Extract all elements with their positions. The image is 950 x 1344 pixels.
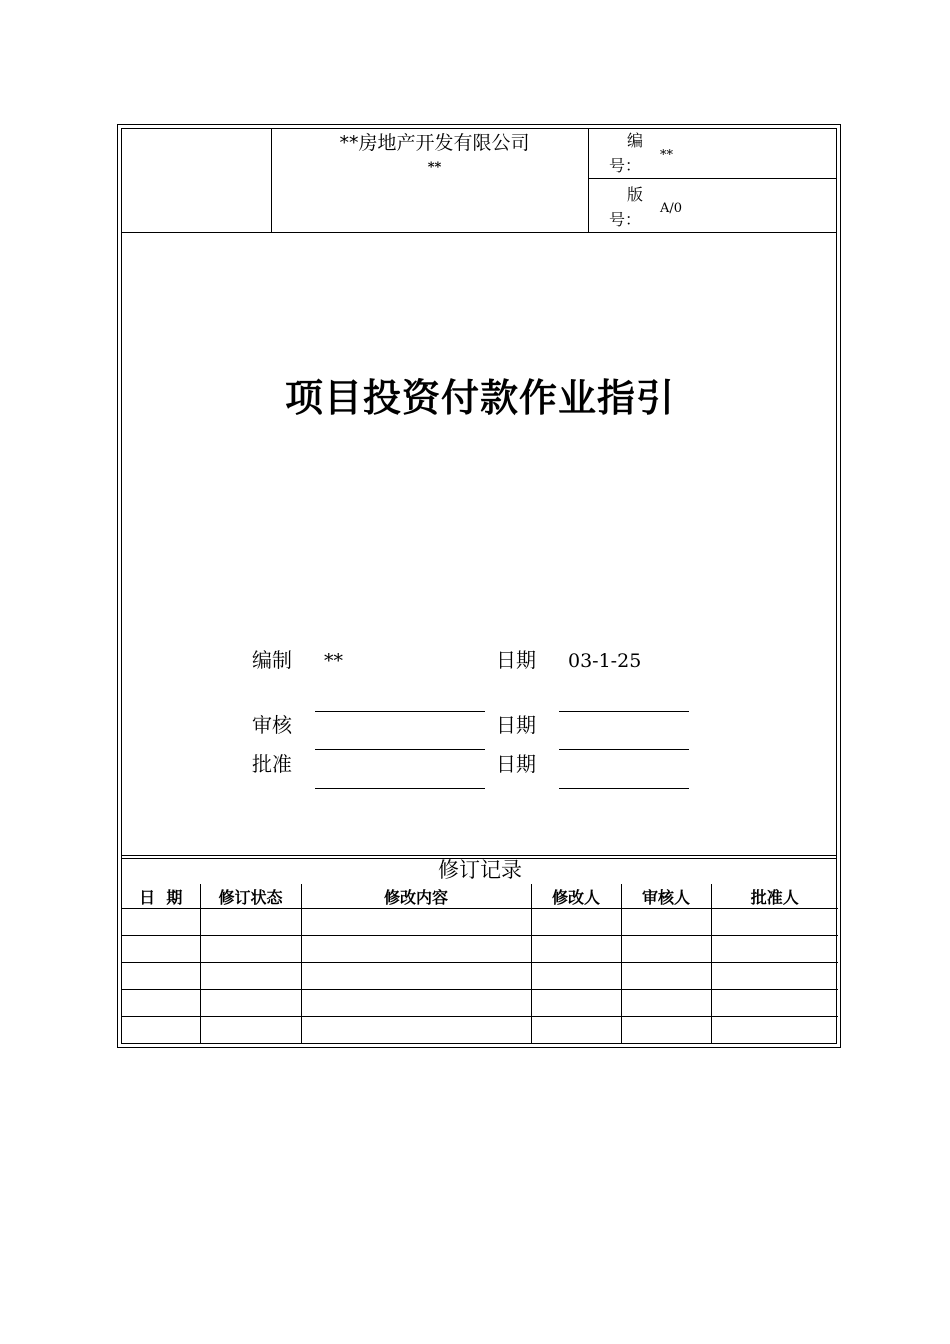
prepared-date-label: 日期 bbox=[496, 648, 536, 672]
version-label-2: 号： bbox=[609, 210, 642, 229]
revision-cell bbox=[531, 990, 621, 1017]
revision-cell bbox=[301, 909, 531, 936]
revision-cell bbox=[711, 990, 838, 1017]
revision-column-header: 日 期 bbox=[122, 884, 200, 909]
revision-row bbox=[122, 909, 838, 936]
revision-row bbox=[122, 963, 838, 990]
revision-row bbox=[122, 990, 838, 1017]
doc-number-label-2: 号： bbox=[609, 156, 642, 175]
revision-row bbox=[122, 1017, 838, 1044]
reviewed-underline bbox=[315, 749, 485, 750]
document-title: 项目投资付款作业指引 bbox=[284, 376, 675, 420]
revision-cell bbox=[531, 963, 621, 990]
version-label-1: 版 bbox=[627, 185, 644, 204]
revision-cell bbox=[200, 1017, 301, 1044]
revision-cell bbox=[122, 1017, 200, 1044]
doc-number-label-1: 编 bbox=[627, 131, 644, 150]
revision-cell bbox=[621, 1017, 711, 1044]
revision-rule-1 bbox=[122, 855, 836, 856]
doc-number-value: ** bbox=[660, 148, 673, 163]
revision-title: 修订记录 bbox=[438, 858, 522, 882]
revision-cell bbox=[122, 963, 200, 990]
company-name: **房地产开发有限公司 bbox=[339, 132, 530, 154]
revision-cell bbox=[621, 963, 711, 990]
revision-cell bbox=[711, 909, 838, 936]
header-info-rule bbox=[588, 178, 836, 179]
revision-cell bbox=[122, 936, 200, 963]
approved-underline bbox=[315, 788, 485, 789]
approved-date-label: 日期 bbox=[496, 752, 536, 776]
revision-cell bbox=[621, 936, 711, 963]
revision-cell bbox=[301, 1017, 531, 1044]
revision-header-row bbox=[122, 884, 838, 909]
reviewed-label: 审核 bbox=[252, 713, 292, 737]
revision-cell bbox=[200, 909, 301, 936]
revision-cell bbox=[711, 1017, 838, 1044]
header-divider-left bbox=[271, 129, 272, 232]
revision-cell bbox=[301, 990, 531, 1017]
prepared-underline bbox=[315, 711, 485, 712]
revision-cell bbox=[621, 990, 711, 1017]
revision-cell bbox=[711, 963, 838, 990]
prepared-date-value: 03-1-25 bbox=[568, 650, 642, 672]
revision-cell bbox=[200, 963, 301, 990]
revision-cell bbox=[531, 936, 621, 963]
header-bottom-rule bbox=[122, 232, 836, 233]
prepared-value: ** bbox=[324, 650, 343, 672]
revision-column-header: 批准人 bbox=[711, 884, 838, 909]
revision-row bbox=[122, 936, 838, 963]
document-frame bbox=[117, 124, 841, 1048]
reviewed-date-underline bbox=[559, 749, 689, 750]
revision-column-header: 修订状态 bbox=[200, 884, 301, 909]
revision-cell bbox=[621, 909, 711, 936]
reviewed-date-label: 日期 bbox=[496, 713, 536, 737]
approved-label: 批准 bbox=[252, 752, 292, 776]
revision-cell bbox=[301, 963, 531, 990]
revision-cell bbox=[200, 990, 301, 1017]
revision-cell bbox=[122, 909, 200, 936]
approved-date-underline bbox=[559, 788, 689, 789]
company-sub: ** bbox=[427, 160, 442, 175]
revision-cell bbox=[122, 990, 200, 1017]
revision-column-header: 审核人 bbox=[621, 884, 711, 909]
revision-table bbox=[122, 884, 838, 1043]
document-inner-frame bbox=[121, 128, 837, 1044]
version-value: A/0 bbox=[660, 201, 683, 216]
prepared-date-underline bbox=[559, 711, 689, 712]
revision-column-header: 修改人 bbox=[531, 884, 621, 909]
revision-column-header: 修改内容 bbox=[301, 884, 531, 909]
prepared-label: 编制 bbox=[252, 648, 292, 672]
revision-cell bbox=[531, 909, 621, 936]
revision-cell bbox=[531, 1017, 621, 1044]
revision-cell bbox=[200, 936, 301, 963]
revision-cell bbox=[301, 936, 531, 963]
revision-cell bbox=[711, 936, 838, 963]
